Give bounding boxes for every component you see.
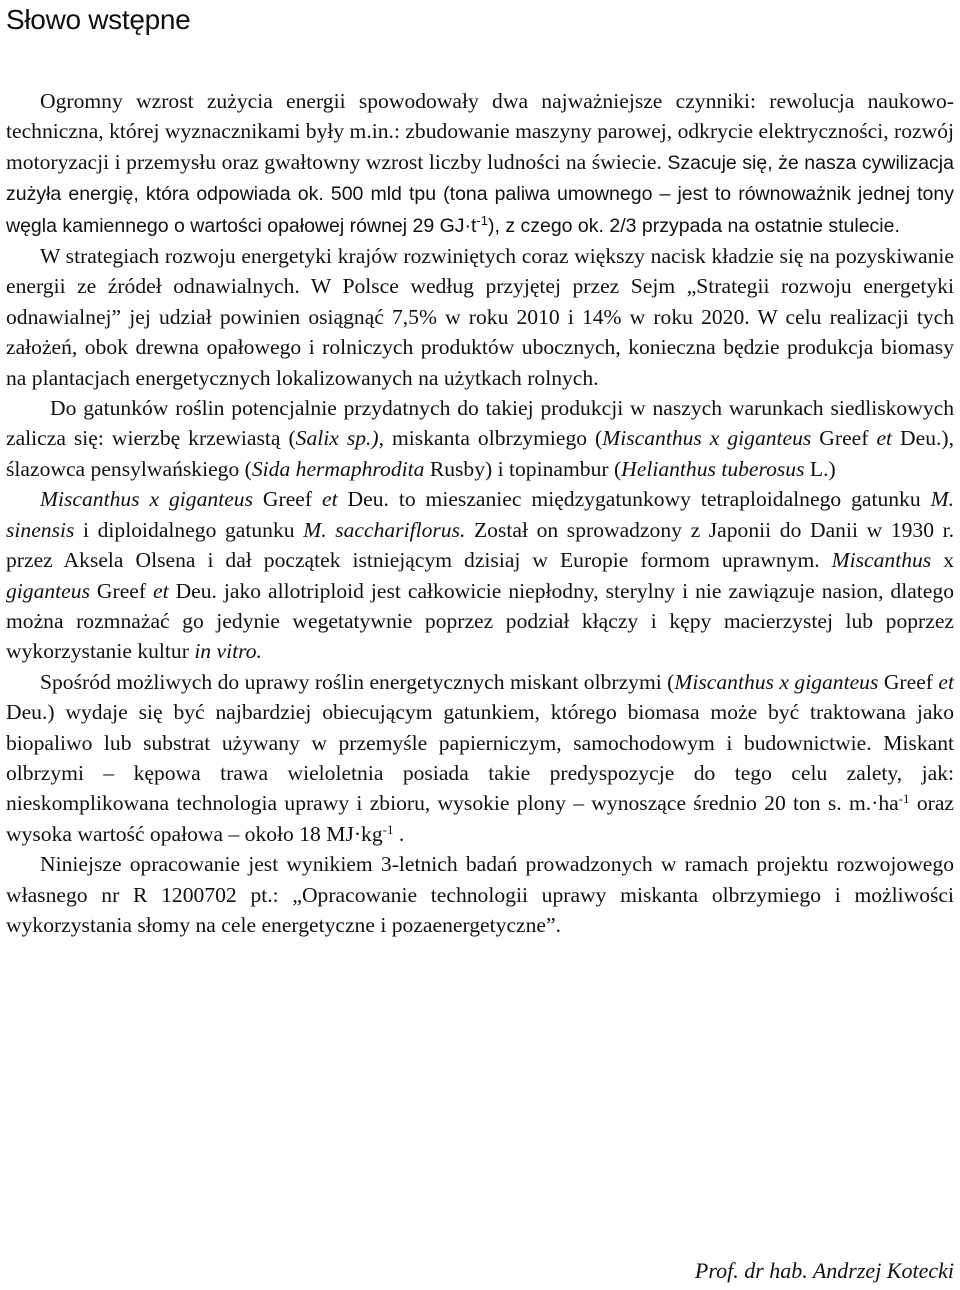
paragraph-1-sans-text: Szacuje się, że nasza cywilizacja zużyła energię, która odpowiada ok. 500 mld tpu (tona paliwa umownego – jest to równoważnik jednej tony węgla kamiennego o wartości opałowej równej 29 $GJ\cdot t^{-1}$), z czego ok. 2/3 przypada na ostatnie stulecie. <box>6 151 954 237</box>
species-name: Miscanthus x giganteus <box>602 426 812 451</box>
superscript: -1 <box>476 212 488 228</box>
page-title: Słowo wstępne <box>6 4 191 35</box>
paragraph-6: Niniejsze opracowanie jest wynikiem 3-letnich badań prowadzonych w ramach projektu rozwojowego własnego nr R 1200702 pt.: „Opracowanie technologii uprawy miskanta olbrzymiego i możliwości wykorzystania słomy na cele energetyczne i pozaenergetyczne”. <box>6 852 954 937</box>
superscript: -1 <box>898 791 910 807</box>
species-name: Sida hermaphrodita <box>251 456 425 481</box>
author-signature: Prof. dr hab. Andrzej Kotecki <box>694 1258 954 1283</box>
species-name: Miscanthus x giganteus <box>674 669 879 694</box>
species-name: M. sacchariflorus. <box>303 517 466 542</box>
species-name: Miscanthus <box>831 548 932 573</box>
document-body <box>6 86 954 940</box>
species-name: giganteus <box>6 578 90 603</box>
paragraph-4: Miscanthus x giganteus Greef et Deu. to mieszaniec międzygatunkowy tetraploidalnego gatunku M. sinensis i diploidalnego gatunku M. sacchariflorus. Został on sprowadzony z Japonii do Danii w 1930 r. przez Aksela Olsena i dał początek istniejącym dzisiaj w Europie formom uprawnym. Miscanthus x giganteus Greef et Deu. jako allotriploid jest całkowicie niepłodny, sterylny i nie zawiązuje nasion, dlatego można rozmnażać go jedynie wegetatywnie poprzez podział kłączy i kępy macierzystej lub poprzez wykorzystanie kultur in vitro. <box>6 487 955 664</box>
paragraph-3: Do gatunków roślin potencjalnie przydatnych do takiej produkcji w naszych warunkach siedliskowych zalicza się: wierzbę krzewiastą (Salix sp.), miskanta olbrzymiego (Miscanthus x giganteus Greef et Deu.), ślazowca pensylwańskiego (Sida hermaphrodita Rusby) i topinambur (Helianthus tuberosus L.) <box>6 396 954 481</box>
superscript: -1 <box>382 821 394 837</box>
species-name: M. sinensis <box>6 487 954 542</box>
paragraph-5: Spośród możliwych do uprawy roślin energetycznych miskant olbrzymi (Miscanthus x giganteus Greef et Deu.) wydaje się być najbardziej obiecującym gatunkiem, którego biomasa może być traktowana jako biopaliwo lub substrat używany w przemyśle papierniczym, samochodowym i budownictwie. Miskant olbrzymi – kępowa trawa wieloletnia posiada takie predyspozycje do tego celu zalety, jak: nieskomplikowana technologia uprawy i zbioru, wysokie plony – wynoszące średnio 20 ton s. $m.\cdot ha^{-1}$ oraz wysoka wartość opałowa – około 18 $MJ\cdot kg^{-1}$ . <box>6 669 954 846</box>
paragraph-2: W strategiach rozwoju energetyki krajów rozwiniętych coraz większy nacisk kładzie się na pozyskiwanie energii ze źródeł odnawialnych. W Polsce według przyjętej przez Sejm „Strategii rozwoju energetyki odnawialnej” jej udział powinien osiągnąć 7,5% w roku 2010 i 14% w roku 2020. W celu realizacji tych założeń, obok drewna opałowego i rolniczych produktów ubocznych, konieczna będzie produkcja biomasy na plantacjach energetycznych lokalizowanych na użytkach rolnych. <box>6 244 954 390</box>
species-name: Salix sp.), <box>295 426 385 451</box>
paragraph-1 <box>6 86 954 241</box>
paragraph-1-text: Ogromny wzrost zużycia energii spowodowały dwa najważniejsze czynniki: rewolucja naukowo-techniczna, której wyznacznikami były m.in.: zbudowanie maszyny parowej, odkrycie elektryczności, rozwój motoryzacji i przemysłu oraz gwałtowny wzrost liczby ludności na świecie. <box>6 89 954 174</box>
species-name: Miscanthus x giganteus <box>40 487 253 512</box>
species-name: Helianthus tuberosus <box>621 456 805 481</box>
